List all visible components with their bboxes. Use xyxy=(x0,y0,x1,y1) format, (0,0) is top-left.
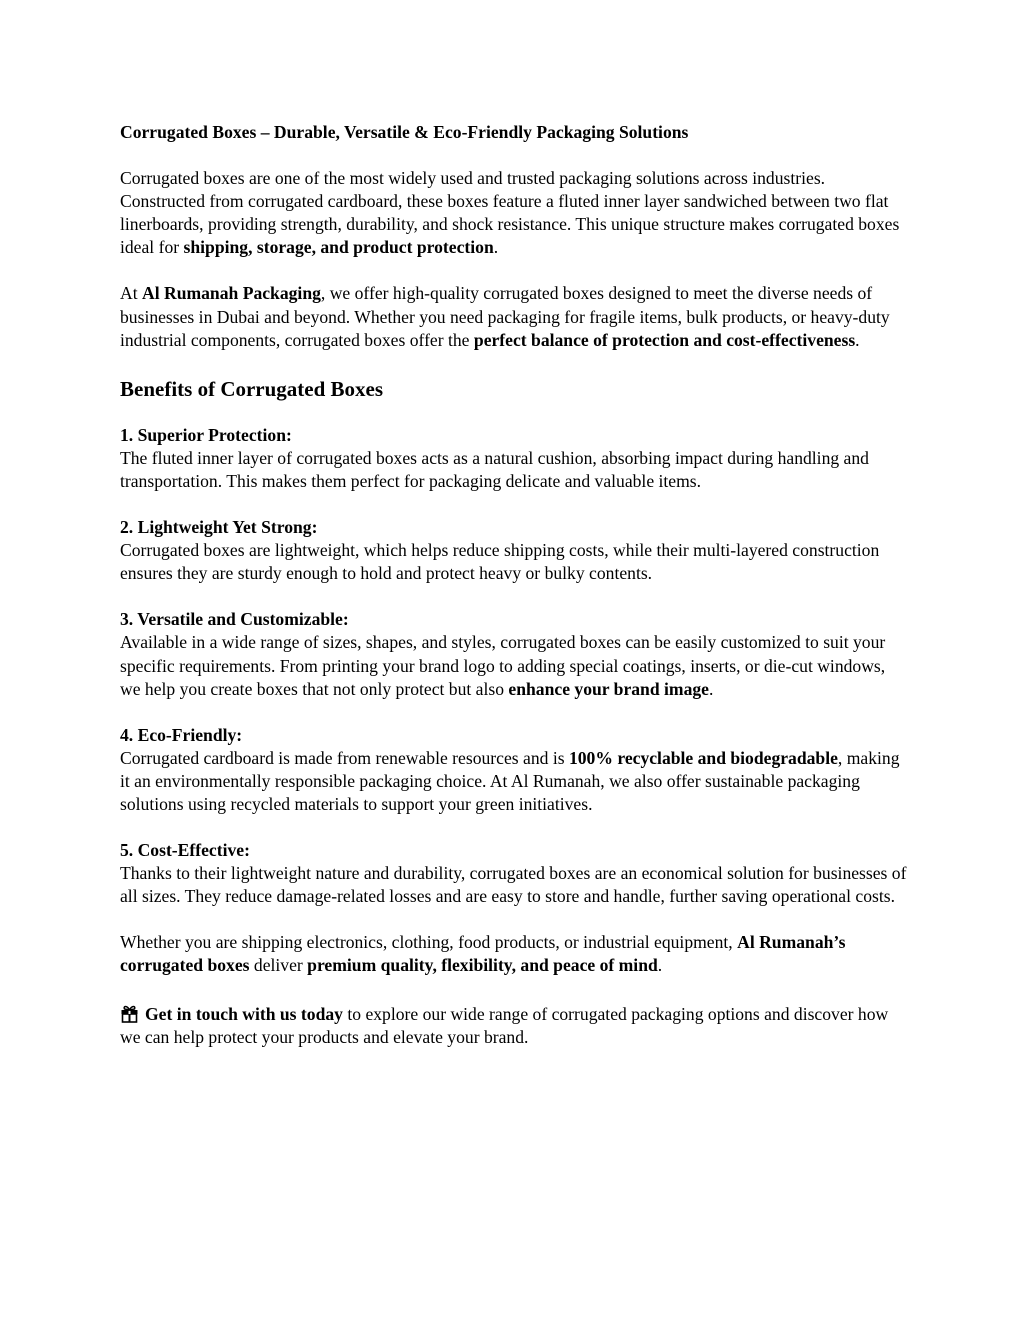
closing-paragraph xyxy=(120,931,910,977)
intro-1-text: Corrugated boxes are one of the most widely used and trusted packaging solutions across industries. Constructed from corrugated cardboard, these boxes feature a fluted inner layer sandwiched between two flat linerboards, providing strength, durability, and shock resistance. This unique structure makes corrugated boxes ideal for xyxy=(120,168,900,258)
benefit-heading-5: 5. Cost-Effective: xyxy=(120,840,250,861)
intro-paragraph-2 xyxy=(120,282,910,351)
benefit-text-3: Available in a wide range of sizes, shapes, and styles, corrugated boxes can be easily customized to suit your specific requirements. From printing your brand logo to adding special coatings, inserts, or die-cut windows, we help you create boxes that not only protect but also xyxy=(120,632,886,699)
benefit-item-1 xyxy=(120,424,910,493)
benefit-text-4: , making it an environmentally responsible packaging choice. At Al Rumanah, we also offer sustainable packaging solutions using recycled materials to support your green initiatives. xyxy=(120,747,900,814)
call-to-action xyxy=(120,1003,910,1049)
closing-mid: deliver xyxy=(249,955,308,976)
intro-2-bold: perfect balance of protection and cost-effectiveness xyxy=(473,329,856,350)
benefits-heading: Benefits of Corrugated Boxes xyxy=(120,376,384,401)
closing-pre: Whether you are shipping electronics, clothing, food products, or industrial equipment, xyxy=(120,932,738,953)
intro-1-bold: shipping, storage, and product protection xyxy=(183,237,494,258)
intro-2-mid: , we offer high-quality corrugated boxes designed to meet the diverse needs of businesses in Dubai and beyond. Whether you need packaging for fragile items, bulk products, or heavy-duty industrial components, corrugated boxes offer the xyxy=(120,283,890,350)
cta-text: to explore our wide range of corrugated packaging options and discover how we can help protect your products and elevate your brand. xyxy=(120,1003,889,1047)
benefit-end-3: . xyxy=(708,678,714,699)
document-page xyxy=(120,121,910,1049)
intro-2-pre: At xyxy=(120,283,142,304)
benefit-heading-2: 2. Lightweight Yet Strong: xyxy=(120,517,318,538)
intro-2-end: . xyxy=(855,329,860,350)
benefit-text-1: The fluted inner layer of corrugated boxes acts as a natural cushion, absorbing impact during handling and transportation. This makes them perfect for packaging delicate and valuable items. xyxy=(120,447,869,491)
benefit-item-5 xyxy=(120,839,910,908)
benefit-bold-4: 100% recyclable and biodegradable xyxy=(568,747,838,768)
benefit-text-5: Thanks to their lightweight nature and durability, corrugated boxes are an economical solution for businesses of all sizes. They reduce damage-related losses and are easy to store and handle, further saving operational costs. xyxy=(120,863,907,907)
intro-paragraph-1 xyxy=(120,167,910,259)
benefit-item-3 xyxy=(120,608,910,700)
benefit-item-4 xyxy=(120,724,910,816)
benefit-heading-4: 4. Eco-Friendly: xyxy=(120,724,243,745)
benefit-heading-3: 3. Versatile and Customizable: xyxy=(120,609,349,630)
benefit-pre-4: Corrugated cardboard is made from renewable resources and is xyxy=(120,747,569,768)
intro-1-end: . xyxy=(493,237,499,258)
closing-company: Al Rumanah’s corrugated boxes xyxy=(120,932,846,976)
gift-icon xyxy=(120,1004,139,1023)
benefit-heading-1: 1. Superior Protection: xyxy=(120,424,292,445)
benefit-text-2: Corrugated boxes are lightweight, which helps reduce shipping costs, while their multi-layered construction ensures they are sturdy enough to hold and protect heavy or bulky contents. xyxy=(120,540,880,584)
cta-bold: Get in touch with us today xyxy=(145,1003,343,1024)
benefit-item-2 xyxy=(120,516,910,585)
benefit-bold-3: enhance your brand image xyxy=(508,678,709,699)
intro-2-company: Al Rumanah Packaging xyxy=(142,283,321,304)
document-title: Corrugated Boxes – Durable, Versatile & Eco-Friendly Packaging Solutions xyxy=(120,122,689,142)
closing-bold: premium quality, flexibility, and peace of mind xyxy=(307,955,658,976)
closing-end: . xyxy=(657,955,663,976)
